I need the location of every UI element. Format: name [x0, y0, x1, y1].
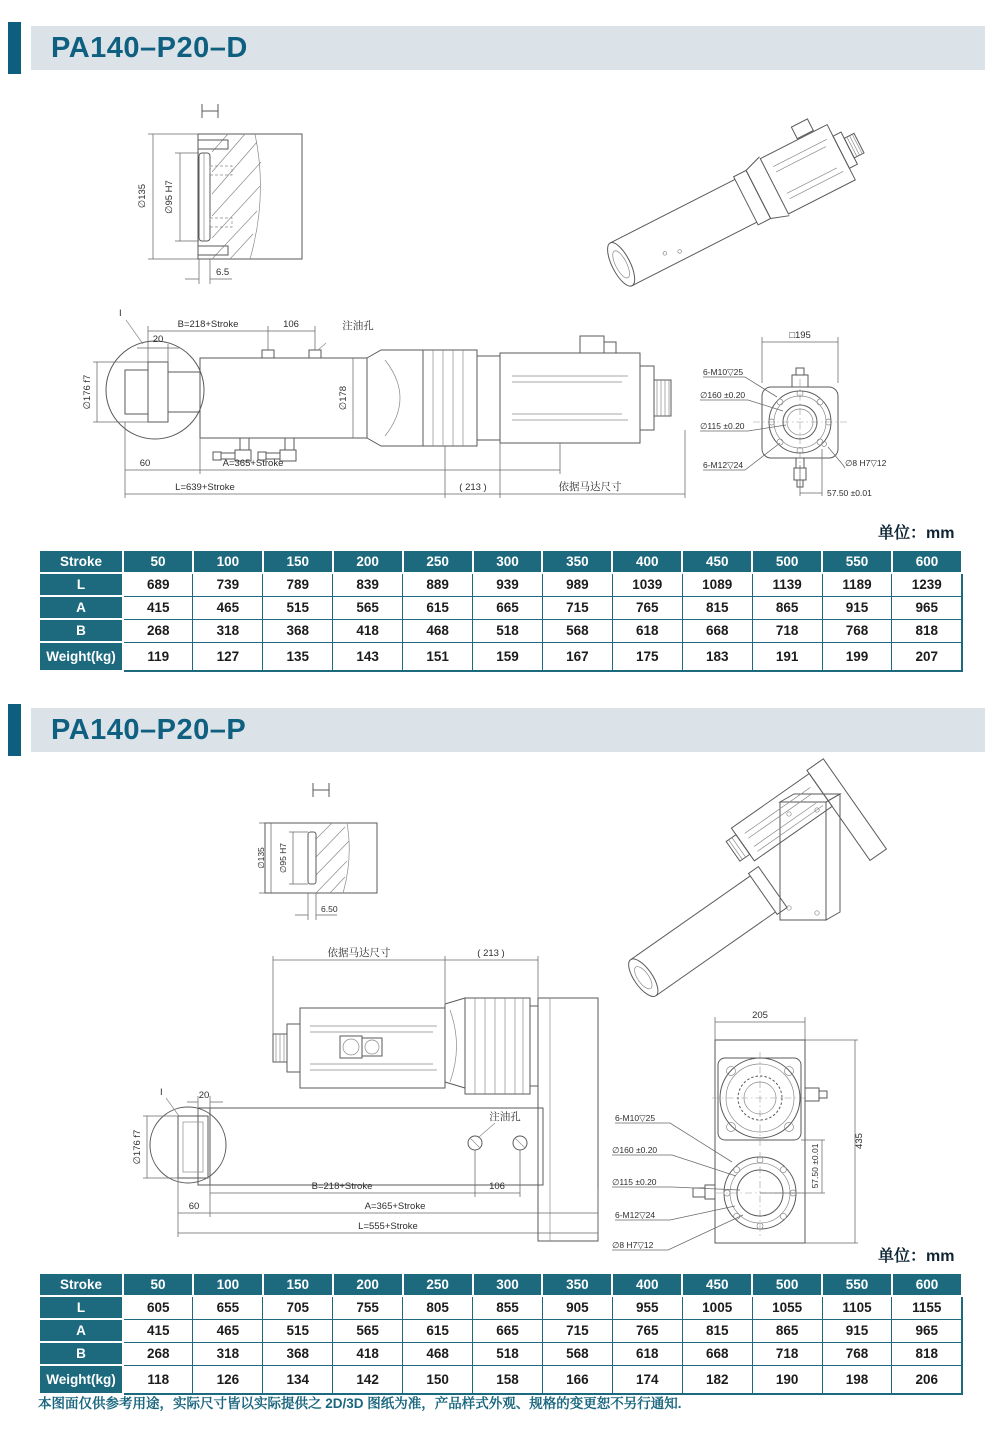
cell: 865 [752, 1319, 822, 1342]
section-d-title: PA140–P20–D [51, 32, 248, 64]
flange-offset-label: 57.50 ±0.01 [827, 488, 872, 498]
cell: 668 [682, 619, 752, 642]
row-label-cell: A [39, 1319, 123, 1342]
dim-l-label: L=555+Stroke [358, 1221, 418, 1232]
flange-m12-label: 6-M12▽24 [703, 460, 744, 470]
detail-depth-label: 6.50 [321, 904, 338, 914]
table-header-row [39, 1273, 962, 1296]
balloon-label: I [160, 1087, 163, 1098]
cell: 142 [333, 1365, 403, 1394]
isometric-view-d [600, 118, 880, 300]
cell: 250 [403, 1273, 473, 1296]
flange-height-label: 435 [854, 1133, 865, 1149]
cell: 190 [752, 1365, 822, 1394]
section-p-flange-view [610, 1000, 990, 1262]
unit-label-p: 单位：mm [878, 1248, 955, 1265]
section-d-flange-view [665, 325, 975, 520]
oil-hole-label: 注油孔 [489, 1111, 521, 1123]
cell: 200 [333, 550, 403, 573]
cell: 905 [542, 1296, 612, 1319]
cell: 350 [542, 550, 612, 573]
cell: 151 [403, 642, 473, 671]
cell: 815 [682, 1319, 752, 1342]
cell: 318 [193, 619, 263, 642]
cell: 415 [123, 596, 193, 619]
cell: 515 [263, 596, 333, 619]
cell: 818 [892, 619, 962, 642]
cell: 418 [333, 619, 403, 642]
cell: 150 [263, 1273, 333, 1296]
section-d-detail-drawing [100, 96, 350, 301]
cell: 568 [542, 1342, 612, 1365]
flange-m12-label: 6-M12▽24 [615, 1210, 656, 1220]
flange-width-label: 205 [752, 1010, 768, 1021]
section-cut-symbol [202, 104, 218, 118]
motor-dim-label: 依据马达尺寸 [327, 947, 391, 959]
oil-hole-label: 注油孔 [342, 320, 374, 332]
cell: 715 [542, 1319, 612, 1342]
cell: 368 [263, 1342, 333, 1365]
unit-label-d: 单位：mm [878, 525, 955, 542]
cell: 268 [123, 1342, 193, 1365]
cell: 100 [193, 550, 263, 573]
cell: 1039 [612, 573, 682, 596]
detail-depth-label: 6.5 [216, 267, 230, 278]
section-d-accent-bar [8, 22, 21, 74]
cell: 150 [263, 550, 333, 573]
cell: 500 [752, 1273, 822, 1296]
cell: 268 [123, 619, 193, 642]
table-row [39, 619, 962, 642]
cell: 889 [403, 573, 473, 596]
cell: 615 [403, 596, 473, 619]
cell: 400 [612, 550, 682, 573]
cell: 368 [263, 619, 333, 642]
section-p-detail-drawing [235, 775, 450, 940]
cell: 550 [822, 1273, 892, 1296]
cell: 400 [612, 1273, 682, 1296]
flange-dia160-label: ∅160 ±0.20 [700, 390, 746, 400]
flange-dia160-label: ∅160 ±0.20 [612, 1145, 658, 1155]
cell: 206 [892, 1365, 962, 1394]
cell: 1105 [822, 1296, 892, 1319]
cell: 134 [263, 1365, 333, 1394]
hatch-lines [316, 823, 349, 893]
row-label-cell: B [39, 619, 123, 642]
cell: 789 [263, 573, 333, 596]
dim-213-label: ( 213 ) [459, 482, 487, 493]
cell: 550 [822, 550, 892, 573]
table-header-row [39, 550, 962, 573]
dim-b-label: B=218+Stroke [311, 1181, 373, 1192]
table-row [39, 1296, 962, 1319]
cell: 1239 [892, 573, 962, 596]
table-row [39, 1319, 962, 1342]
cell: 100 [193, 1273, 263, 1296]
section-d-header-band [31, 26, 985, 70]
cell: 689 [123, 573, 193, 596]
cell: 765 [612, 1319, 682, 1342]
disclaimer-note: 本图面仅供参考用途，实际尺寸皆以实际提供之 2D/3D 图纸为准，产品样式外观、规格的变更恕不另行通知. [38, 1396, 682, 1411]
cell: 50 [123, 1273, 193, 1296]
cell: 665 [473, 596, 543, 619]
cell: 159 [473, 642, 543, 671]
cell: 1139 [752, 573, 822, 596]
dim-l-label: L=639+Stroke [175, 482, 235, 493]
cell: 198 [822, 1365, 892, 1394]
cell: 174 [612, 1365, 682, 1394]
dia-rod-label: ∅176 f7 [132, 1129, 143, 1165]
cell: 715 [542, 596, 612, 619]
cell: 191 [752, 642, 822, 671]
flange-dia115-label: ∅115 ±0.20 [700, 421, 745, 431]
cell: Stroke [39, 550, 123, 573]
cell: 200 [333, 1273, 403, 1296]
cell: 143 [333, 642, 403, 671]
section-p-title: PA140–P20–P [51, 714, 247, 746]
dim-a-label: A=365+Stroke [364, 1201, 426, 1212]
cell: 739 [193, 573, 263, 596]
cell: 755 [333, 1296, 403, 1319]
row-label-cell: Weight(kg) [39, 1365, 123, 1394]
cell: 568 [542, 619, 612, 642]
flange-square-label: □195 [789, 330, 811, 341]
cell: 300 [473, 1273, 543, 1296]
cell: 465 [193, 1319, 263, 1342]
row-label-cell: Weight(kg) [39, 642, 123, 671]
cell: 815 [682, 596, 752, 619]
row-label-cell: L [39, 1296, 123, 1319]
cell: 618 [612, 619, 682, 642]
section-p-accent-bar [8, 704, 21, 756]
cell: 615 [403, 1319, 473, 1342]
cell: 839 [333, 573, 403, 596]
cell: 1005 [682, 1296, 752, 1319]
table-row [39, 573, 962, 596]
cell: 855 [473, 1296, 543, 1319]
detail-dia-outer-label: ∅135 [256, 847, 266, 869]
cell: 1155 [892, 1296, 962, 1319]
balloon-label: I [119, 308, 122, 319]
cell: 915 [822, 596, 892, 619]
dim-106-label: 106 [283, 319, 299, 330]
cell: 939 [473, 573, 543, 596]
cell: 768 [822, 1342, 892, 1365]
row-label-cell: A [39, 596, 123, 619]
cell: 955 [612, 1296, 682, 1319]
spec-table-p [38, 1272, 963, 1395]
cell: 605 [123, 1296, 193, 1319]
hatch-lines [212, 134, 261, 259]
flange-pin-label: ∅8 H7▽12 [612, 1240, 654, 1250]
cell: 655 [193, 1296, 263, 1319]
cell: 600 [892, 550, 962, 573]
cell: 175 [612, 642, 682, 671]
dia-rod-label: ∅176 f7 [82, 374, 93, 410]
table-row [39, 1342, 962, 1365]
cell: 818 [892, 1342, 962, 1365]
cell: 805 [403, 1296, 473, 1319]
dim-60-label: 60 [139, 458, 151, 469]
section-cut-symbol [313, 783, 329, 797]
cell: 565 [333, 596, 403, 619]
dim-60-label: 60 [188, 1201, 200, 1212]
row-label-cell: L [39, 573, 123, 596]
cell: 468 [403, 619, 473, 642]
row-label-cell: B [39, 1342, 123, 1365]
cell: 1089 [682, 573, 752, 596]
flange-dia115-label: ∅115 ±0.20 [612, 1177, 657, 1187]
cell: 515 [263, 1319, 333, 1342]
dim-b-label: B=218+Stroke [177, 319, 239, 330]
cell: 865 [752, 596, 822, 619]
cell: 158 [473, 1365, 543, 1394]
cell: 126 [193, 1365, 263, 1394]
cell: 119 [123, 642, 193, 671]
motor-dim-label: 依据马达尺寸 [558, 481, 622, 493]
cell: 765 [612, 596, 682, 619]
cell: 600 [892, 1273, 962, 1296]
flange-offset-label: 57.50 ±0.01 [810, 1143, 820, 1189]
cell: 718 [752, 1342, 822, 1365]
cell: 450 [682, 550, 752, 573]
cell: 768 [822, 619, 892, 642]
detail-dia-inner-label: ∅95 H7 [164, 180, 175, 214]
cell: 1055 [752, 1296, 822, 1319]
cell: 1189 [822, 573, 892, 596]
cell: 468 [403, 1342, 473, 1365]
cell: 965 [892, 1319, 962, 1342]
flange-m10-label: 6-M10▽25 [615, 1113, 656, 1123]
cell: 718 [752, 619, 822, 642]
cell: 166 [542, 1365, 612, 1394]
cell: 618 [612, 1342, 682, 1365]
cell: 565 [333, 1319, 403, 1342]
dim-20-label: 20 [152, 334, 164, 345]
cell: Stroke [39, 1273, 123, 1296]
cell: 167 [542, 642, 612, 671]
table-row [39, 596, 962, 619]
dim-a-label: A=365+Stroke [222, 458, 284, 469]
cell: 418 [333, 1342, 403, 1365]
cell: 318 [193, 1342, 263, 1365]
cell: 665 [473, 1319, 543, 1342]
cell: 450 [682, 1273, 752, 1296]
dim-20-label: 20 [198, 1090, 210, 1101]
detail-dia-inner-label: ∅95 H7 [278, 842, 288, 874]
cell: 705 [263, 1296, 333, 1319]
cell: 500 [752, 550, 822, 573]
cell: 300 [473, 550, 543, 573]
cell: 50 [123, 550, 193, 573]
dim-213-label: ( 213 ) [477, 948, 505, 959]
dim-106-label: 106 [489, 1181, 505, 1192]
table-row [39, 1365, 962, 1394]
cell: 668 [682, 1342, 752, 1365]
section-d-side-view [82, 298, 695, 513]
cell: 989 [542, 573, 612, 596]
cell: 250 [403, 550, 473, 573]
section-p-header-band [31, 708, 985, 752]
cell: 135 [263, 642, 333, 671]
table-row [39, 642, 962, 671]
cell: 915 [822, 1319, 892, 1342]
cell: 350 [542, 1273, 612, 1296]
cell: 415 [123, 1319, 193, 1342]
cell: 118 [123, 1365, 193, 1394]
cell: 150 [403, 1365, 473, 1394]
cell: 199 [822, 642, 892, 671]
cell: 518 [473, 619, 543, 642]
cell: 183 [682, 642, 752, 671]
cell: 965 [892, 596, 962, 619]
cell: 127 [193, 642, 263, 671]
cell: 465 [193, 596, 263, 619]
cell: 207 [892, 642, 962, 671]
flange-m10-label: 6-M10▽25 [703, 367, 744, 377]
cell: 182 [682, 1365, 752, 1394]
dia-tube-label: ∅178 [338, 385, 349, 411]
flange-pin-label: ∅8 H7▽12 [845, 458, 887, 468]
cell: 518 [473, 1342, 543, 1365]
detail-dia-outer-label: ∅135 [137, 183, 148, 209]
spec-table-d [38, 549, 963, 672]
